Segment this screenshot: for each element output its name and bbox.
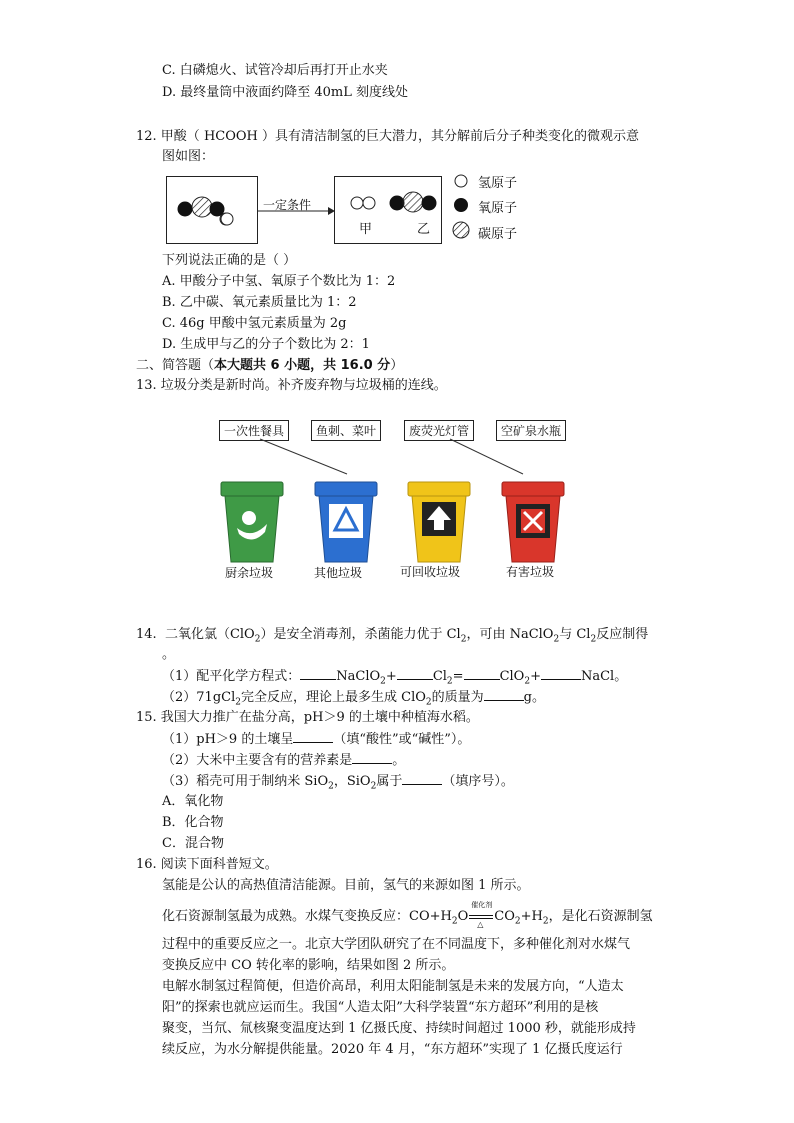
q12-stem-cont: 图如图： xyxy=(162,149,215,164)
q14-term: NaCl。 xyxy=(580,669,628,684)
q12-option-c: C. 46g 甲酸中氢元素质量为 2g xyxy=(162,316,347,331)
q15-stem: 15. 我国大力推广在盐分高，pH＞9 的土壤中种植海水稻。 xyxy=(136,710,479,725)
answer-blank[interactable] xyxy=(397,667,433,680)
reaction-condition xyxy=(468,900,494,929)
q16-stem: 16. 阅读下面科普短文。 xyxy=(136,857,278,872)
q15-text: （3）稻壳可用于制纳米 SiO xyxy=(162,774,329,789)
equals-line xyxy=(469,915,493,916)
q14-term: Cl xyxy=(432,669,447,684)
q12-option-a: A. 甲酸分子中氢、氧原子个数比为 1：2 xyxy=(162,274,396,289)
bin-label-hazardous: 有害垃圾 xyxy=(506,565,555,579)
q14-number: 14. xyxy=(136,627,157,642)
bin-label-other: 其他垃圾 xyxy=(314,566,363,580)
legend-oxygen: 氧原子 xyxy=(478,201,518,216)
q14-term: NaClO xyxy=(336,669,381,684)
q16-text: 化石资源制氢最为成熟。水煤气变换反应：CO+H xyxy=(162,909,452,924)
heat-symbol: △ xyxy=(477,919,484,929)
subscript: 2 xyxy=(446,676,453,687)
arrow-condition-label: 一定条件 xyxy=(263,198,312,212)
q15-option-b: B．化合物 xyxy=(162,815,224,830)
q15-part1 xyxy=(162,730,470,749)
q15-text: （填序号）。 xyxy=(442,774,514,789)
subscript: 2 xyxy=(524,676,531,687)
subscript: 2 xyxy=(254,634,261,645)
q16-text: O xyxy=(457,909,469,924)
q15-text: （填“酸性”或“碱性”）。 xyxy=(333,732,471,747)
recyclable-waste-bin-icon xyxy=(406,480,476,564)
catalyst-label: 催化剂 xyxy=(471,900,493,909)
q16-line-7: 聚变，当氘、氚核聚变温度达到 1 亿摄氏度、持续时间超过 1000 秒，就能形成持 xyxy=(162,1021,636,1036)
q14-part1: （1）配平化学方程式： NaClO$_2$+ $Cl_2= ClO_2+$ NaCl。 xyxy=(162,669,628,687)
q14-stem-end: 。 xyxy=(162,647,176,662)
other-waste-bin-icon xyxy=(313,480,383,564)
subscript: 2 xyxy=(425,697,432,708)
q12-option-b: B. 乙中碳、氧元素质量比为 1：2 xyxy=(162,295,357,310)
q15-text: （2）大米中主要含有的营养素是 xyxy=(162,753,353,768)
item-fluorescent-tube: 废荧光灯管 xyxy=(404,420,474,441)
q16-line-6: 阳”的探索也就应运而生。我国“人造太阳”大科学装置“东方超环”利用的是核 xyxy=(162,1000,599,1015)
bin-label-recyclable: 可回收垃圾 xyxy=(400,565,461,579)
q16-line-4: 变换反应中 CO 转化率的影响，结果如图 2 所示。 xyxy=(162,958,455,973)
q11-option-c: C. 白磷熄火、试管冷却后再打开止水夹 xyxy=(162,63,388,78)
subscript: 2 xyxy=(380,676,386,687)
answer-blank[interactable] xyxy=(464,667,500,680)
item-water-bottle: 空矿泉水瓶 xyxy=(496,420,566,441)
connector-line xyxy=(260,439,347,474)
q14-text: 的质量为 xyxy=(431,690,484,705)
legend-carbon: 碳原子 xyxy=(478,227,518,242)
answer-blank[interactable] xyxy=(300,667,336,680)
q16-line-3: 过程中的重要反应之一。北京大学团队研究了在不同温度下，多种催化剂对水煤气 xyxy=(162,937,631,952)
q15-option-a: A．氧化物 xyxy=(162,794,224,809)
answer-blank[interactable] xyxy=(402,772,442,785)
q15-text: 。 xyxy=(392,753,406,768)
q14-text: 与 Cl xyxy=(559,627,591,642)
q15-text: 属于 xyxy=(376,774,403,789)
q12-prompt: 下列说法正确的是（ ） xyxy=(162,253,297,268)
q11-option-d: D. 最终量筒中液面约降至 40mL 刻度线处 xyxy=(162,85,408,100)
q16-line-5: 电解水制氢过程简便，但造价高昂，利用太阳能制氢是未来的发展方向，“人造太 xyxy=(162,979,624,994)
q14-text: 完全反应，理论上最多生成 ClO xyxy=(240,690,426,705)
bin-label-kitchen: 厨余垃圾 xyxy=(225,566,274,580)
subscript: 2 xyxy=(590,634,597,645)
connector-line xyxy=(450,439,523,474)
q14-text: ）是安全消毒剂，杀菌能力优于 Cl xyxy=(260,627,461,642)
q16-text: CO xyxy=(494,909,515,924)
subscript: 2 xyxy=(370,781,377,792)
label-jia: 甲 xyxy=(359,222,373,237)
answer-blank[interactable] xyxy=(484,688,524,701)
q14-text: 反应制得 xyxy=(596,627,649,642)
q14-text: g。 xyxy=(523,690,545,705)
q15-text: ，SiO xyxy=(333,774,371,789)
section-heading-suffix: ） xyxy=(390,358,404,373)
q14-text: （2）71gCl xyxy=(162,690,236,705)
q14-term: ClO xyxy=(499,669,525,684)
q15-option-c: C．混合物 xyxy=(162,836,224,851)
answer-blank[interactable] xyxy=(541,667,581,680)
item-disposable-tableware: 一次性餐具 xyxy=(219,420,289,441)
section-heading-bold: 本大题共 6 小题，共 16.0 分 xyxy=(214,358,391,373)
subscript: 2 xyxy=(460,634,467,645)
hazardous-waste-bin-icon xyxy=(500,480,570,564)
answer-blank[interactable] xyxy=(352,751,392,764)
subscript: 2 xyxy=(514,916,521,927)
answer-blank[interactable] xyxy=(293,730,333,743)
q16-line-2 xyxy=(162,900,653,931)
subscript: 2 xyxy=(542,916,549,927)
q16-text: +H xyxy=(520,909,543,924)
q14-text: ，可由 NaClO xyxy=(466,627,554,642)
subscript: 2 xyxy=(328,781,334,792)
q14-text: 二氧化氯（ClO xyxy=(164,627,255,642)
q15-part2 xyxy=(162,751,405,770)
legend-hydrogen: 氢原子 xyxy=(478,176,518,191)
q16-line-8: 续反应，为水分解提供能量。2020 年 4 月，“东方超环”实现了 1 亿摄氏度运行 xyxy=(162,1042,623,1057)
item-fishbone-vegetable: 鱼刺、菜叶 xyxy=(311,420,381,441)
section-heading-prefix: 二、简答题（ xyxy=(136,358,215,373)
q15-text: （1）pH＞9 的土壤呈 xyxy=(162,732,294,747)
equals-line xyxy=(469,918,493,919)
subscript: 2 xyxy=(235,697,241,708)
q13-stem: 13. 垃圾分类是新时尚。补齐废弃物与垃圾桶的连线。 xyxy=(136,378,447,393)
q12-option-d: D. 生成甲与乙的分子个数比为 2：1 xyxy=(162,337,370,352)
subscript: 2 xyxy=(451,916,458,927)
kitchen-waste-bin-icon xyxy=(219,480,289,564)
q14-stem xyxy=(136,626,648,649)
subscript: 2 xyxy=(553,634,560,645)
label-yi: 乙 xyxy=(417,222,431,237)
q12-stem: 12. 甲酸（ HCOOH ）具有清洁制氢的巨大潜力，其分解前后分子种类变化的微观示意 xyxy=(136,129,640,144)
q16-line-1: 氢能是公认的高热值清洁能源。目前，氢气的来源如图 1 所示。 xyxy=(162,878,530,893)
q16-text: ，是化石资源制氢 xyxy=(548,909,653,924)
q14-part1-prefix: （1）配平化学方程式： xyxy=(162,669,301,684)
